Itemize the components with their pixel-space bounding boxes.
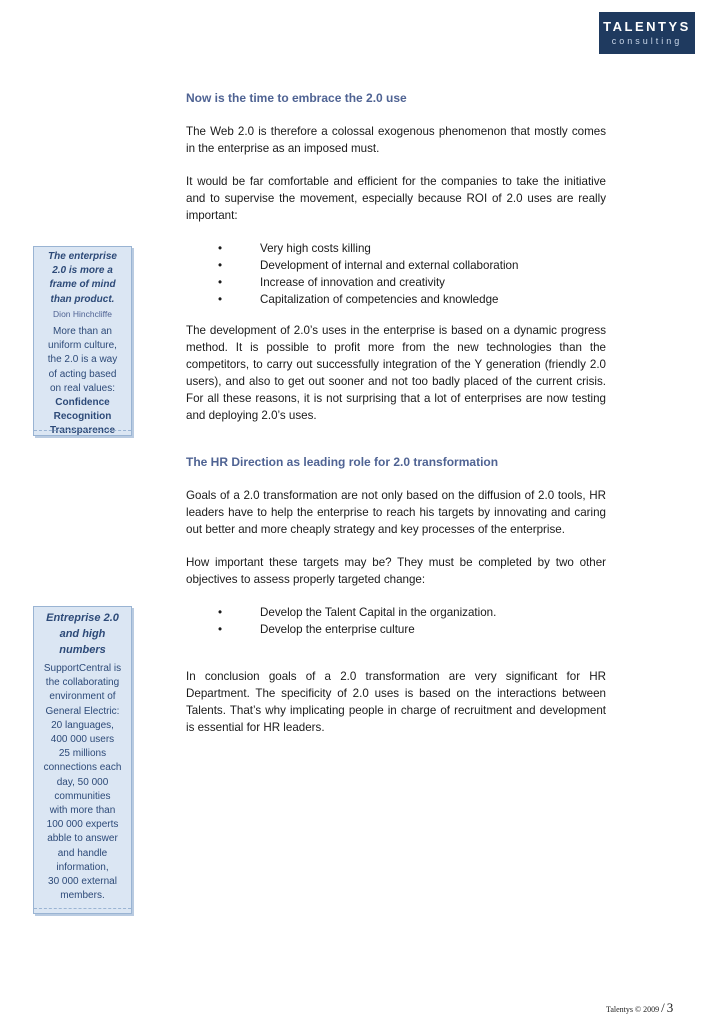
section-heading-2-0-use: Now is the time to embrace the 2.0 use xyxy=(186,91,407,105)
paragraph: The Web 2.0 is therefore a colossal exogenous phenomenon that mostly comes in the enterprise as an imposed must. xyxy=(186,125,606,155)
page-footer xyxy=(606,1000,673,1016)
section-heading-hr-direction: The HR Direction as leading role for 2.0 transformation xyxy=(186,455,499,469)
sidebar-text-line: More than an xyxy=(53,326,112,338)
footer-separator: / xyxy=(661,1000,665,1015)
paragraph: In conclusion goals of a 2.0 transformation are very significant for HR Department. The specificity of 2.0 uses is based on the interactions between Talents. That’s why implicating people in charge of recruitment and development is essential for HR leaders. xyxy=(186,670,606,734)
sidebar-text-line: 400 000 users xyxy=(50,734,115,746)
logo-wordmark: TALENTYS xyxy=(603,19,691,34)
box-divider xyxy=(34,430,131,435)
sidebar-text-line: connections each xyxy=(43,762,122,774)
sidebar-text-line: the collaborating xyxy=(45,677,120,689)
paragraph: How important these targets may be? They must be completed by two other objectives to assess properly targeted change: xyxy=(186,556,606,586)
value-confidence: Confidence xyxy=(55,397,110,409)
sidebar-text-line: of acting based xyxy=(48,368,117,380)
bullet-icon: • xyxy=(218,259,223,272)
sidebar-text-line: information, xyxy=(56,861,109,873)
sidebar-text-line: on real values: xyxy=(49,382,116,394)
sidebar-text-line: General Electric: xyxy=(45,705,120,717)
bullet-icon: • xyxy=(218,293,223,306)
bullet-icon: • xyxy=(218,606,223,619)
value-recognition: Recognition xyxy=(53,411,112,423)
list-item: • Development of internal and external collaboration xyxy=(218,259,519,272)
sidebar-title-line: and high xyxy=(59,628,106,640)
list-item: • Capitalization of competencies and knowledge xyxy=(218,293,499,306)
value-transparence: Transparence xyxy=(49,425,116,437)
logo-subtitle: consulting xyxy=(611,36,683,46)
quote-line: than product. xyxy=(50,293,115,305)
sidebar-text-line: 20 languages, xyxy=(51,719,114,731)
main-column xyxy=(186,90,606,736)
sidebar-text-line: 30 000 external xyxy=(48,876,117,888)
bullet-icon: • xyxy=(218,276,223,289)
talentys-logo xyxy=(599,12,695,54)
sidebar-text-line: with more than xyxy=(49,805,116,817)
sidebar-text-line: day, 50 000 xyxy=(56,776,109,788)
sidebar-text-line: 100 000 experts xyxy=(46,819,119,831)
box-divider xyxy=(34,908,131,913)
sidebar-text-line: SupportCentral is xyxy=(43,663,122,674)
bullet-list-roi xyxy=(186,240,606,308)
quote-author: Dion Hinchcliffe xyxy=(53,308,112,319)
sidebar-numbers-box xyxy=(33,606,132,914)
sidebar-text-line: uniform culture, xyxy=(48,340,117,352)
sidebar-text-line: abble to answer xyxy=(47,833,118,845)
bullet-list-objectives xyxy=(186,604,606,638)
list-item: • Very high costs killing xyxy=(218,242,371,255)
quote-line: frame of mind xyxy=(49,279,116,291)
paragraph: Goals of a 2.0 transformation are not only based on the diffusion of 2.0 tools, HR leaders have to help the enterprise to reach his targets by innovating and caring out better and more cheaply strategy and key processes of the enterprise. xyxy=(186,489,606,536)
quote-line: The enterprise xyxy=(48,251,117,262)
quote-line: 2.0 is more a xyxy=(52,265,113,277)
sidebar-text-line: and handle xyxy=(57,847,108,859)
paragraph: The development of 2.0’s uses in the enterprise is based on a dynamic progress method. It is possible to profit more from the new technologies than the competitors, to carry out successfully integration of the Y generation (friendly 2.0 users), and also to get out sooner and not too badly placed of the current crisis. For all these reasons, it is not surprising that a lot of enterprises are now testing and deploying 2.0’s uses. xyxy=(186,324,606,422)
sidebar-quote-box xyxy=(33,246,132,436)
page-number: 3 xyxy=(666,1000,674,1015)
paragraph: It would be far comfortable and efficient for the companies to take the initiative and to supervise the movement, especially because ROI of 2.0 uses are really important: xyxy=(186,175,606,222)
sidebar-text-line: environment of xyxy=(49,691,116,703)
list-item: • Increase of innovation and creativity xyxy=(218,276,445,289)
bullet-icon: • xyxy=(218,623,223,636)
sidebar-title-line: Entreprise 2.0 xyxy=(46,612,119,624)
sidebar-text-line: members. xyxy=(60,890,105,902)
sidebar-text-line: 25 millions xyxy=(58,748,107,760)
sidebar-title-line: numbers xyxy=(59,644,106,656)
list-item: • Develop the Talent Capital in the organization. xyxy=(218,606,497,619)
list-item: • Develop the enterprise culture xyxy=(218,623,415,636)
footer-copyright: Talentys © 2009 xyxy=(606,1005,660,1014)
sidebar-text-line: communities xyxy=(54,790,111,802)
bullet-icon: • xyxy=(218,242,223,255)
sidebar-text-line: the 2.0 is a way xyxy=(47,354,118,366)
